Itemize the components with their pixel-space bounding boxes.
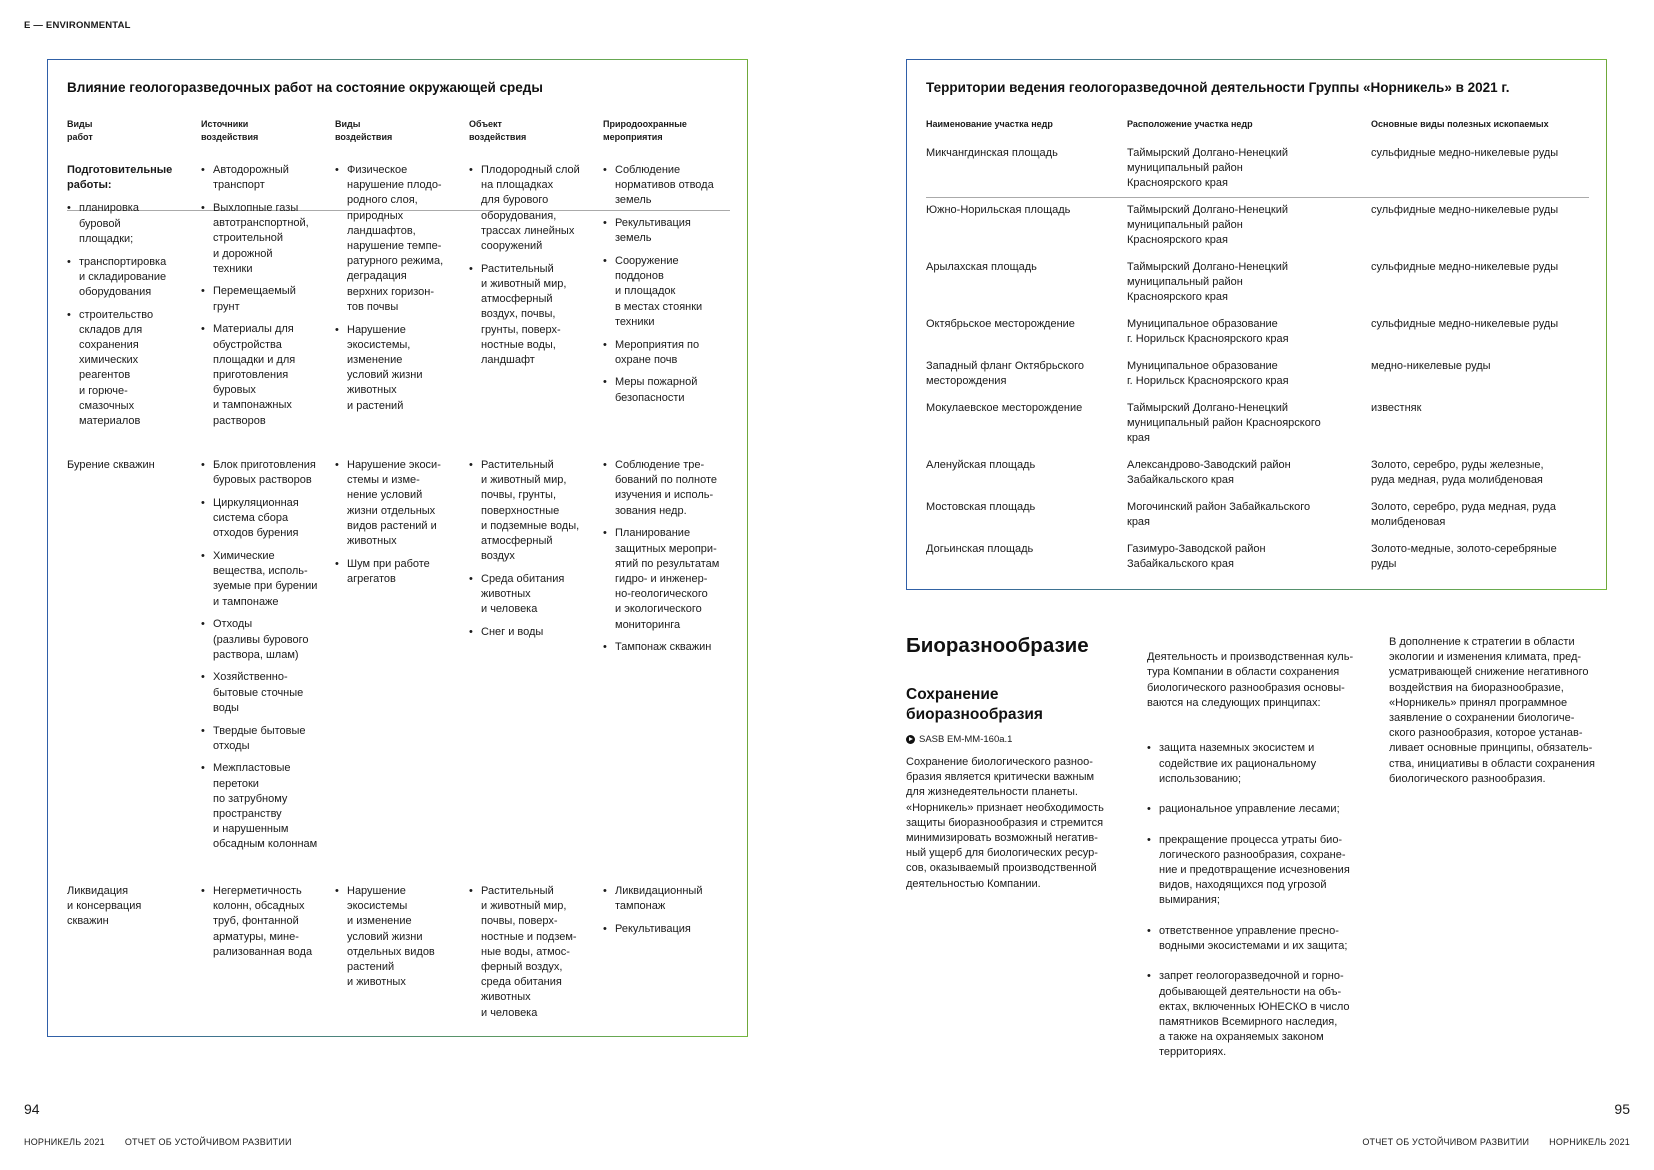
- site-minerals: сульфидные медно-никелевые руды: [1371, 261, 1559, 273]
- list-item: • Шум при работе агрегатов: [335, 557, 463, 587]
- measures-list: [603, 163, 730, 413]
- list-item: • Соблюдение тре- бований по полноте изучения и исполь- зования недр.: [603, 458, 730, 519]
- footer-company: НОРНИКЕЛЬ 2021: [1549, 1137, 1630, 1147]
- impacts-list: [335, 163, 463, 421]
- list-item: • Плодородный слой на площадках для бурового оборудования, трассах линейных сооружений: [469, 163, 597, 254]
- site-location: Могочинский район Забайкальского края: [1127, 501, 1311, 529]
- list-item: • рациональное управление лесами;: [1147, 802, 1367, 817]
- arrow-circle-icon: [906, 735, 915, 744]
- list-item: • Сооружение поддонов и площадок в местах стоянки техники: [603, 254, 730, 330]
- list-item: • Растительный и животный мир, атмосферный воздух, почвы, грунты, поверх- ностные воды, ландшафт: [469, 262, 597, 368]
- impacts-list: [335, 884, 463, 998]
- footer-right: [1362, 1137, 1630, 1147]
- list-item: • Рекультивация: [603, 922, 730, 937]
- site-minerals: сульфидные медно-никелевые руды: [1371, 147, 1559, 159]
- list-item: • Блок приготовления буровых растворов: [201, 458, 329, 488]
- site-location: Муниципальное образование г. Норильск Красноярского края: [1127, 318, 1289, 346]
- list-item: • Ликвидационный тампонаж: [603, 884, 730, 914]
- territories-table-box: [906, 59, 1607, 590]
- footer-report: ОТЧЕТ ОБ УСТОЙЧИВОМ РАЗВИТИИ: [124, 1137, 292, 1147]
- list-item: • Нарушение экоси- стемы и изме- нение условий жизни отдельных видов растений и животных: [335, 458, 463, 549]
- footer-company: НОРНИКЕЛЬ 2021: [24, 1137, 105, 1147]
- site-location: Таймырский Долгано-Ненецкий муниципальный район Красноярского края: [1127, 261, 1288, 304]
- list-item: • Соблюдение нормативов отвода земель: [603, 163, 730, 209]
- objects-list: [469, 884, 597, 1028]
- site-minerals: известняк: [1371, 402, 1422, 414]
- list-item: • Планирование защитных меропри- ятий по результатам гидро- и инженер- но-геологического и экологического мониторинга: [603, 526, 730, 632]
- site-name: Аленуйская площадь: [926, 459, 1036, 471]
- stage-name: Ликвидация и консервация скважин: [67, 885, 142, 928]
- list-item: • Негерметичность колонн, обсадных труб, фонтанной арматуры, мине- рализованная вода: [201, 884, 329, 960]
- header-site-name: Наименование участка недр: [926, 119, 1053, 129]
- list-item: • Тампонаж скважин: [603, 640, 730, 655]
- principles-list: [1147, 726, 1367, 1076]
- sources-list: [201, 458, 329, 860]
- list-item: • Растительный и животный мир, почвы, поверх- ностные и подзем- ные воды, атмос- ферный воздух, среда обитания животных и человека: [469, 884, 597, 1021]
- list-item: • запрет геологоразведочной и горно- добывающей деятельности на объ- ектах, включенных ЮНЕСКО в число памятников Всемирного наследия, а также на охраняемых законом территориях.: [1147, 969, 1367, 1060]
- list-item: • Нарушение экосистемы, изменение условий жизни животных и растений: [335, 323, 463, 414]
- territories-table-title: Территории ведения геологоразведочной деятельности Группы «Норникель» в 2021 г.: [926, 80, 1510, 95]
- site-minerals: Золото, серебро, руда медная, руда молибденовая: [1371, 501, 1556, 529]
- page-number-left: 94: [24, 1101, 40, 1117]
- site-minerals: Золото, серебро, руды железные, руда медная, руда молибденовая: [1371, 459, 1544, 487]
- header-impact-types: Виды воздействия: [335, 119, 393, 142]
- measures-list: [603, 458, 730, 663]
- impact-table-title: Влияние геологоразведочных работ на состояние окружающей среды: [67, 80, 543, 95]
- list-item: • Химические вещества, исполь- зуемые при бурении и тампонаже: [201, 549, 329, 610]
- list-item: • Автодорожный транспорт: [201, 163, 329, 193]
- list-item: • Растительный и животный мир, почвы, грунты, поверхностные и подземные воды, атмосферный воздух: [469, 458, 597, 564]
- site-name: Микчангдинская площадь: [926, 147, 1058, 159]
- footer-report: ОТЧЕТ ОБ УСТОЙЧИВОМ РАЗВИТИИ: [1362, 1137, 1530, 1147]
- list-item: • Циркуляционная система сбора отходов бурения: [201, 496, 329, 542]
- list-item: • Мероприятия по охране почв: [603, 338, 730, 368]
- impact-table-box: [47, 59, 748, 1037]
- site-location: Муниципальное образование г. Норильск Красноярского края: [1127, 360, 1289, 388]
- list-item: • прекращение процесса утраты био- логического разнообразия, сохране- ние и предотвращение исчезновения видов, находящихся под угрозой вымирания;: [1147, 833, 1367, 909]
- list-item: • Среда обитания животных и человека: [469, 572, 597, 618]
- list-item: • планировка буровой площадки;: [67, 201, 192, 247]
- header-sources: Источники воздействия: [201, 119, 259, 142]
- list-item: • транспортировка и складирование оборудования: [67, 255, 192, 301]
- site-name: Догьинская площадь: [926, 543, 1034, 555]
- list-item: • Перемещаемый грунт: [201, 284, 329, 314]
- sasb-reference: [906, 734, 1012, 745]
- stage-title: Подготовительные работы:: [67, 164, 173, 192]
- objects-list: [469, 163, 597, 376]
- principles-intro: Деятельность и производственная куль- тура Компании в области сохранения биологического разнообразия основы- ваются на следующих принципах:: [1147, 651, 1354, 709]
- list-item: • Физическое нарушение плодо- родного слоя, природных ландшафтов, нарушение темпе- ратурного режима, деградация верхних горизон- тов почвы: [335, 163, 463, 315]
- list-item: • Материалы для обустройства площадки и для приготовления буровых и тампонажных растворов: [201, 322, 329, 428]
- header-work-types: Виды работ: [67, 119, 93, 142]
- biodiversity-paragraph-3: В дополнение к стратегии в области экологии и изменения климата, пред- усматривающей снижение негативного воздействия на биоразнообразие, «Норникель» принял программное заявление о сохранении биологиче- ского разнообразия, которое устанав- ливает основные принципы, обязатель- ства, инициативы в области сохранения биологического разнообразия.: [1389, 636, 1595, 785]
- biodiversity-heading: Биоразнообразие: [906, 634, 1089, 657]
- impacts-list: [335, 458, 463, 595]
- biodiversity-principles: [1147, 635, 1367, 1091]
- section-tag: E — ENVIRONMENTAL: [24, 20, 131, 31]
- site-location: Таймырский Долгано-Ненецкий муниципальный район Красноярского края: [1127, 147, 1288, 190]
- sources-list: [201, 163, 329, 436]
- page-number-right: 95: [1614, 1101, 1630, 1117]
- site-minerals: сульфидные медно-никелевые руды: [1371, 318, 1559, 330]
- site-name: Мостовская площадь: [926, 501, 1036, 513]
- site-location: Таймырский Долгано-Ненецкий муниципальный район Красноярского края: [1127, 402, 1321, 445]
- sources-list: [201, 884, 329, 968]
- list-item: • Снег и воды: [469, 625, 597, 640]
- measures-list: [603, 884, 730, 945]
- list-item: • Меры пожарной безопасности: [603, 375, 730, 405]
- site-minerals: медно-никелевые руды: [1371, 360, 1491, 372]
- list-item: • Межпластовые перетоки по затрубному пространству и нарушенным обсадным колоннам: [201, 761, 329, 852]
- site-name: Западный фланг Октябрьского месторождения: [926, 360, 1085, 388]
- list-item: • Хозяйственно- бытовые сточные воды: [201, 670, 329, 716]
- site-name: Октябрьское месторождение: [926, 318, 1075, 330]
- site-location: Александрово-Заводский район Забайкальского края: [1127, 459, 1291, 487]
- site-location: Таймырский Долгано-Ненецкий муниципальный район Красноярского края: [1127, 204, 1288, 247]
- list-item: • ответственное управление пресно- водными экосистемами и их защита;: [1147, 924, 1367, 954]
- header-minerals: Основные виды полезных ископаемых: [1371, 119, 1549, 129]
- list-item: • строительство складов для сохранения химических реагентов и горюче- смазочных материалов: [67, 308, 192, 430]
- objects-list: [469, 458, 597, 648]
- list-item: • Рекультивация земель: [603, 216, 730, 246]
- site-name: Мокулаевское месторождение: [926, 402, 1083, 414]
- list-item: • Твердые бытовые отходы: [201, 724, 329, 754]
- site-name: Южно-Норильская площадь: [926, 204, 1071, 216]
- list-item: • Выхлопные газы автотранспортной, строительной и дорожной техники: [201, 201, 329, 277]
- list-item: • Отходы (разливы бурового раствора, шлам): [201, 617, 329, 663]
- header-impact-object: Объект воздействия: [469, 119, 527, 142]
- sasb-code: SASB EM-MM-160a.1: [919, 734, 1013, 745]
- site-minerals: Золото-медные, золото-серебряные руды: [1371, 543, 1557, 571]
- footer-left: [24, 1137, 292, 1147]
- biodiversity-subheading: Сохранение биоразнообразия: [906, 686, 1043, 723]
- site-name: Арылахская площадь: [926, 261, 1037, 273]
- list-item: • защита наземных экосистем и содействие их рациональному использованию;: [1147, 741, 1367, 787]
- header-measures: Природоохранные мероприятия: [603, 119, 687, 142]
- biodiversity-paragraph-1: Сохранение биологического разноо- бразия является критически важным для жизнедеятельности планеты. «Норникель» признает необходимость защиты биоразнообразия и стремится минимизировать возможный негатив- ный ущерб для биологических ресур- сов, оказываемый производственной деятельностью Компании.: [906, 756, 1104, 890]
- site-location: Газимуро-Заводской район Забайкальского края: [1127, 543, 1266, 571]
- list-item: • Нарушение экосистемы и изменение условий жизни отдельных видов растений и животных: [335, 884, 463, 990]
- header-site-location: Расположение участка недр: [1127, 119, 1253, 129]
- site-minerals: сульфидные медно-никелевые руды: [1371, 204, 1559, 216]
- stage-name: Бурение скважин: [67, 459, 155, 471]
- stage-items: [67, 201, 192, 429]
